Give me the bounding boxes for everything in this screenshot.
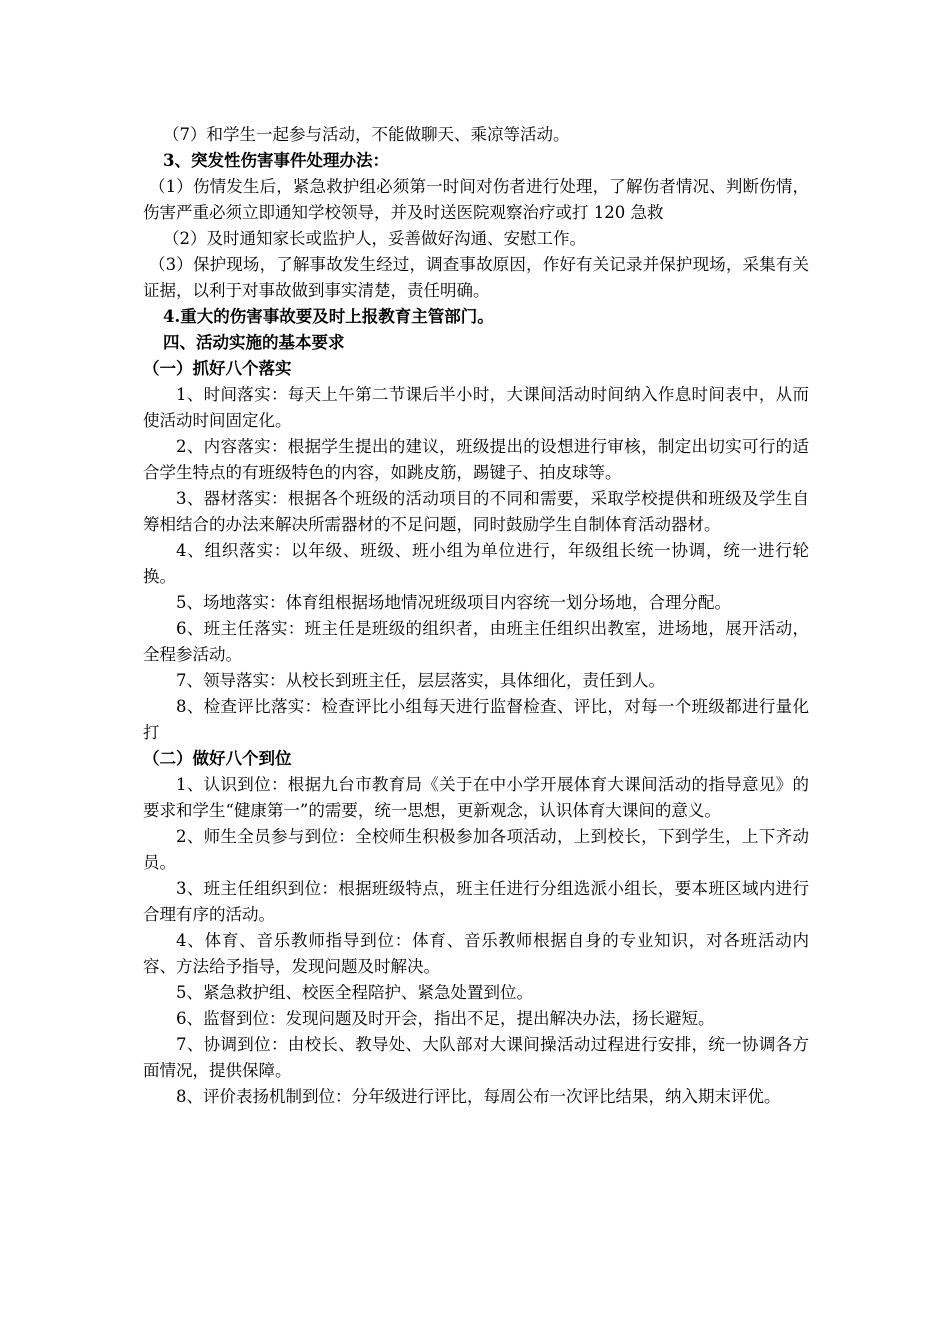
list-item: 4、组织落实：以年级、班级、班小组为单位进行，年级组长统一协调，统一进行轮换。 [143, 541, 809, 586]
list-item: 1、认识到位：根据九台市教育局《关于在中小学开展体育大课间活动的指导意见》的要求和学生“健康第一”的需要，统一思想，更新观念，认识体育大课间的意义。 [143, 775, 809, 820]
subsection-title-eight-in-place: （二）做好八个到位 [143, 749, 292, 768]
list-item: 5、场地落实：体育组根据场地情况班级项目内容统一划分场地，合理分配。 [176, 593, 731, 612]
list-item: 5、紧急救护组、校医全程陪护、紧急处置到位。 [176, 983, 533, 1002]
heading-report-major-injury: 4.重大的伤害事故要及时上报教育主管部门。 [163, 307, 494, 326]
list-item: 6、监督到位：发现问题及时开会，指出不足，提出解决办法，扬长避短。 [176, 1009, 715, 1028]
list-item: 1、时间落实：每天上午第二节课后半小时，大课间活动时间纳入作息时间表中，从而使活动时间固定化。 [143, 385, 809, 430]
list-item: 4、体育、音乐教师指导到位：体育、音乐教师根据自身的专业知识，对各班活动内容、方法给予指导，发现问题及时解决。 [143, 931, 809, 976]
list-item: 2、师生全员参与到位：全校师生积极参加各项活动，上到校长，下到学生，上下齐动员。 [143, 827, 809, 872]
heading-emergency-handling: 3、突发性伤害事件处理办法： [163, 151, 389, 170]
subsection-title-eight-implementations: （一）抓好八个落实 [143, 359, 292, 378]
list-item: 6、班主任落实：班主任是班级的组织者，由班主任组织出教室，进场地，展开活动，全程参活动。 [143, 619, 809, 664]
list-item: 8、评价表扬机制到位：分年级进行评比，每周公布一次评比结果，纳入期末评优。 [176, 1087, 781, 1106]
section-title-requirements: 四、活动实施的基本要求 [163, 333, 345, 352]
paragraph-emergency-1: （1）伤情发生后，紧急救护组必须第一时间对伤者进行处理，了解伤者情况、判断伤情，伤害严重必须立即通知学校领导，并及时送医院观察治疗或打 120 急救 [143, 177, 809, 222]
paragraph-emergency-2: （2）及时通知家长或监护人，妥善做好沟通、安慰工作。 [163, 229, 586, 248]
list-item: 8、检查评比落实：检查评比小组每天进行监督检查、评比，对每一个班级都进行量化打 [143, 697, 809, 742]
paragraph-item-7: （7）和学生一起参与活动，不能做聊天、乘凉等活动。 [163, 125, 570, 144]
list-item: 3、班主任组织到位：根据班级特点，班主任进行分组选派小组长，要本班区域内进行合理有序的活动。 [143, 879, 809, 924]
list-item: 7、协调到位：由校长、教导处、大队部对大课间操活动过程进行安排，统一协调各方面情况，提供保障。 [143, 1035, 809, 1080]
list-item: 2、内容落实：根据学生提出的建议，班级提出的设想进行审核，制定出切实可行的适合学生特点的有班级特色的内容，如跳皮筋，踢键子、拍皮球等。 [143, 437, 809, 482]
paragraph-emergency-3: （3）保护现场，了解事故发生经过，调查事故原因，作好有关记录并保护现场，采集有关证据，以利于对事故做到事实清楚，责任明确。 [143, 255, 809, 300]
list-item: 3、器材落实：根据各个班级的活动项目的不同和需要，采取学校提供和班级及学生自筹相结合的办法来解决所需器材的不足问题，同时鼓励学生自制体育活动器材。 [143, 489, 809, 534]
document-body [143, 122, 809, 1110]
list-item: 7、领导落实：从校长到班主任，层层落实，具体细化，责任到人。 [176, 671, 665, 690]
